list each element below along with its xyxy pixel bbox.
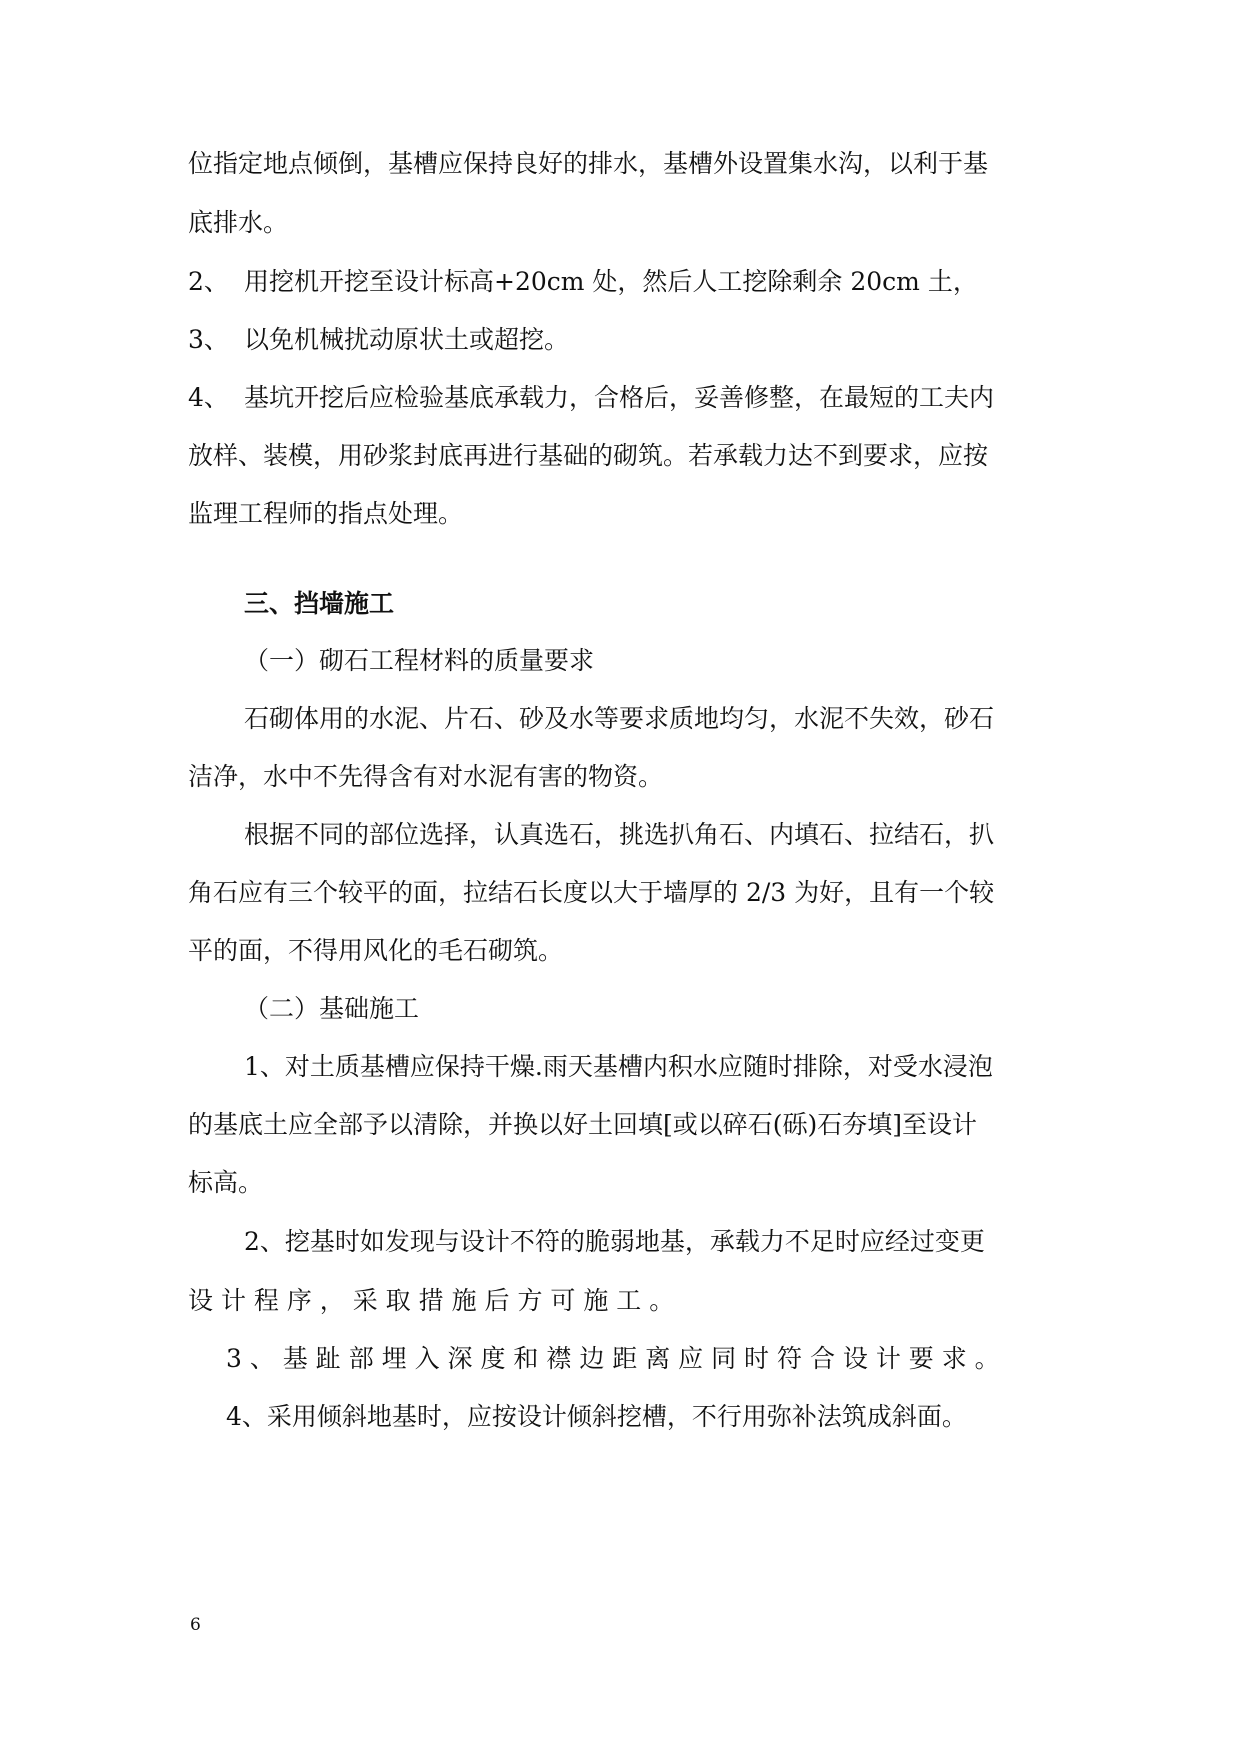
paragraph-line: 根据不同的部位选择，认真选石，挑选扒角石、内填石、拉结石，扒 [244,820,995,849]
paragraph-line: 3 、 基 趾 部 埋 入 深 度 和 襟 边 距 离 应 同 时 符 合 设 计 要 求 。 [226,1344,1000,1373]
paragraph-line: 4、采用倾斜地基时，应按设计倾斜挖槽，不行用弥补法筑成斜面。 [226,1402,967,1431]
paragraph-line: 石砌体用的水泥、片石、砂及水等要求质地均匀，水泥不失效，砂石 [244,704,995,733]
list-text: 用挖机开挖至设计标高+20cm 处，然后人工挖除剩余 20cm 土， [244,267,978,296]
list-text: 以免机械扰动原状土或超挖。 [244,325,570,354]
list-item-3 [188,322,1058,358]
paragraph-line: 设 计 程 序 ， 采 取 措 施 后 方 可 施 工 。 [188,1286,675,1315]
section-heading: 三、挡墙施工 [244,589,395,618]
list-number: 4、 [188,383,229,412]
subsection-heading: （一）砌石工程材料的质量要求 [244,646,595,675]
list-item-2 [188,264,1058,300]
paragraph-line: 洁净，水中不先得含有对水泥有害的物资。 [188,762,664,791]
page-number: 6 [190,1615,201,1635]
paragraph-line: 标高。 [188,1168,264,1197]
paragraph-line: 监理工程师的指点处理。 [188,499,464,528]
paragraph-line: 1、对土质基槽应保持干燥.雨天基槽内积水应随时排除，对受水浸泡 [244,1052,993,1081]
subsection-heading: （二）基础施工 [244,994,420,1023]
list-number: 3、 [188,325,229,354]
list-item-4 [188,380,1058,416]
list-text: 基坑开挖后应检验基底承载力，合格后，妥善修整，在最短的工夫内 [244,383,995,412]
paragraph-line: 的基底土应全部予以清除，并换以好土回填[或以碎石(砾)石夯填]至设计 [188,1110,978,1139]
paragraph-line: 放样、装模，用砂浆封底再进行基础的砌筑。若承载力达不到要求，应按 [188,441,989,470]
paragraph-line: 2、挖基时如发现与设计不符的脆弱地基，承载力不足时应经过变更 [244,1227,985,1256]
list-number: 2、 [188,267,229,296]
paragraph-line: 平的面，不得用风化的毛石砌筑。 [188,936,564,965]
paragraph-line: 位指定地点倾倒，基槽应保持良好的排水，基槽外设置集水沟，以利于基 [188,149,989,178]
paragraph-line: 角石应有三个较平的面，拉结石长度以大于墙厚的 2/3 为好，且有一个较 [188,878,995,907]
paragraph-line: 底排水。 [188,208,289,237]
